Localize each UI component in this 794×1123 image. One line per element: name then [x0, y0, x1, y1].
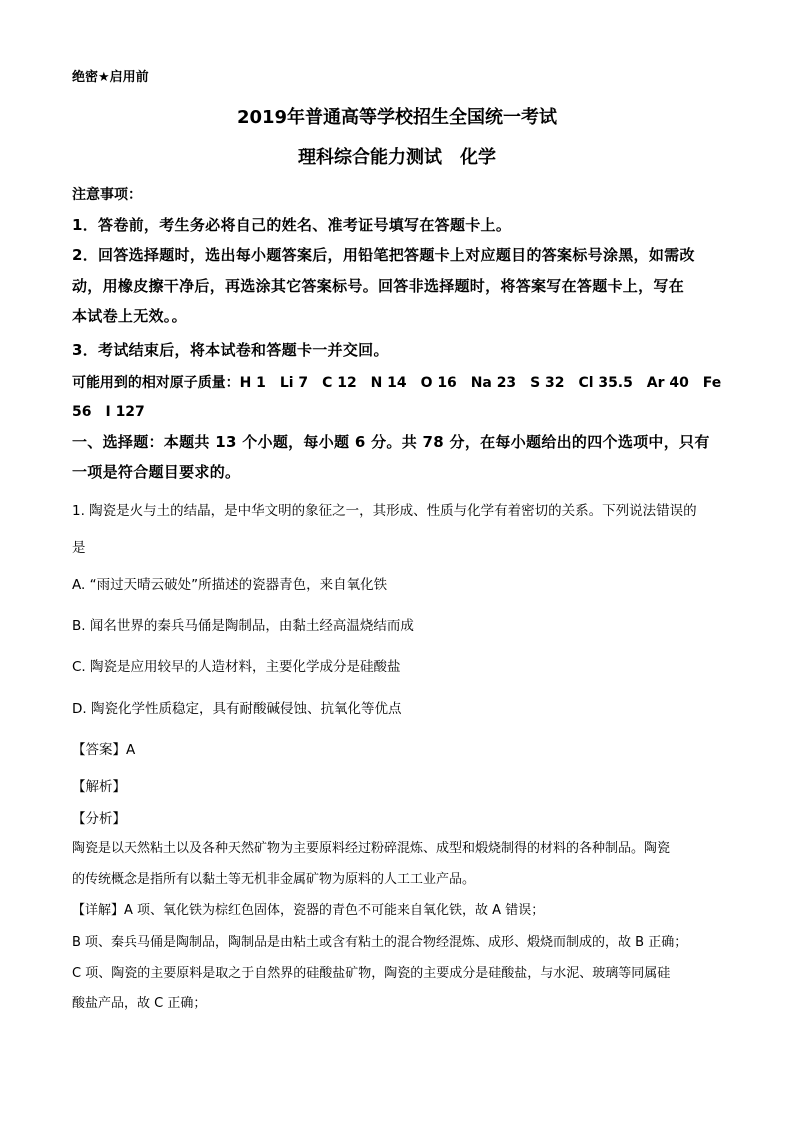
- answer-value: A: [126, 742, 136, 758]
- atomic-mass-line-1: 可能用到的相对原子质量：H 1 Li 7 C 12 N 14 O 16 Na 23 S 32 Cl 35.5 Ar 40 Fe: [72, 375, 722, 391]
- question-1-option-a: A. “雨过天晴云破处”所描述的瓷器青色，来自氧化铁: [72, 577, 388, 593]
- detail-b: B 项、秦兵马俑是陶制品，陶制品是由粘土或含有粘土的混合物经混炼、成形、煅烧而制成的，故 B 正确；: [72, 935, 688, 950]
- section-heading-line-2: 一项是符合题目要求的。: [72, 463, 241, 481]
- question-1-option-b: B. 闻名世界的秦兵马俑是陶制品，由黏土经高温烧结而成: [72, 618, 414, 634]
- answer-line: [72, 738, 722, 758]
- question-1-option-c: C. 陶瓷是应用较早的人造材料，主要化学成分是硅酸盐: [72, 659, 401, 675]
- detail-tag: 【详解】: [72, 903, 125, 918]
- analysis-para-line-2: 的传统概念是指所有以黏土等无机非金属矿物为原料的人工工业产品。: [72, 872, 476, 887]
- question-1-option-d: D. 陶瓷化学性质稳定，具有耐酸碱侵蚀、抗氧化等优点: [72, 701, 402, 717]
- atomic-mass-line-2: 56 I 127: [72, 404, 145, 420]
- analysis-subtag: 【分析】: [72, 811, 126, 827]
- notes-heading: 注意事项：: [72, 187, 142, 203]
- note-item-2-line-2: 动，用橡皮擦干净后，再选涂其它答案标号。回答非选择题时，将答案写在答题卡上，写在: [72, 277, 685, 295]
- note-item-2-line-3: 本试卷上无效。。: [72, 307, 187, 325]
- analysis-para-line-1: 陶瓷是以天然粘土以及各种天然矿物为主要原料经过粉碎混炼、成型和煅烧制得的材料的各种制品。陶瓷: [72, 841, 671, 856]
- note-item-3: 3．考试结束后，将本试卷和答题卡一并交回。: [72, 341, 389, 359]
- analysis-tag: 【解析】: [72, 779, 126, 795]
- exam-title: 2019年普通高等学校招生全国统一考试: [236, 107, 558, 128]
- exam-subtitle: 理科综合能力测试 化学: [298, 147, 496, 168]
- detail-c-line-1: C 项、陶瓷的主要原料是取之于自然界的硅酸盐矿物，陶瓷的主要成分是硅酸盐，与水泥、玻璃等同属硅: [72, 966, 671, 981]
- note-item-1: 1．答卷前，考生务必将自己的姓名、准考证号填写在答题卡上。: [72, 216, 512, 234]
- question-1-stem-line-2: 是: [72, 540, 86, 556]
- answer-tag: 【答案】: [72, 742, 126, 758]
- confidential-label: 绝密★启用前: [72, 70, 149, 85]
- question-1-stem-line-1: 1. 陶瓷是火与土的结晶，是中华文明的象征之一，其形成、性质与化学有着密切的关系。下列说法错误的: [72, 503, 697, 519]
- detail-c-line-2: 酸盐产品，故 C 正确；: [72, 996, 207, 1011]
- section-heading-line-1: 一、选择题：本题共 13 个小题，每小题 6 分。共 78 分，在每小题给出的四个选项中，只有: [72, 433, 710, 451]
- note-item-2-line-1: 2．回答选择题时，选出每小题答案后，用铅笔把答题卡上对应题目的答案标号涂黑，如需改: [72, 246, 695, 264]
- detail-a-line: [72, 899, 722, 918]
- detail-a: A 项、氧化铁为棕红色固体，瓷器的青色不可能来自氧化铁，故 A 错误；: [124, 903, 545, 918]
